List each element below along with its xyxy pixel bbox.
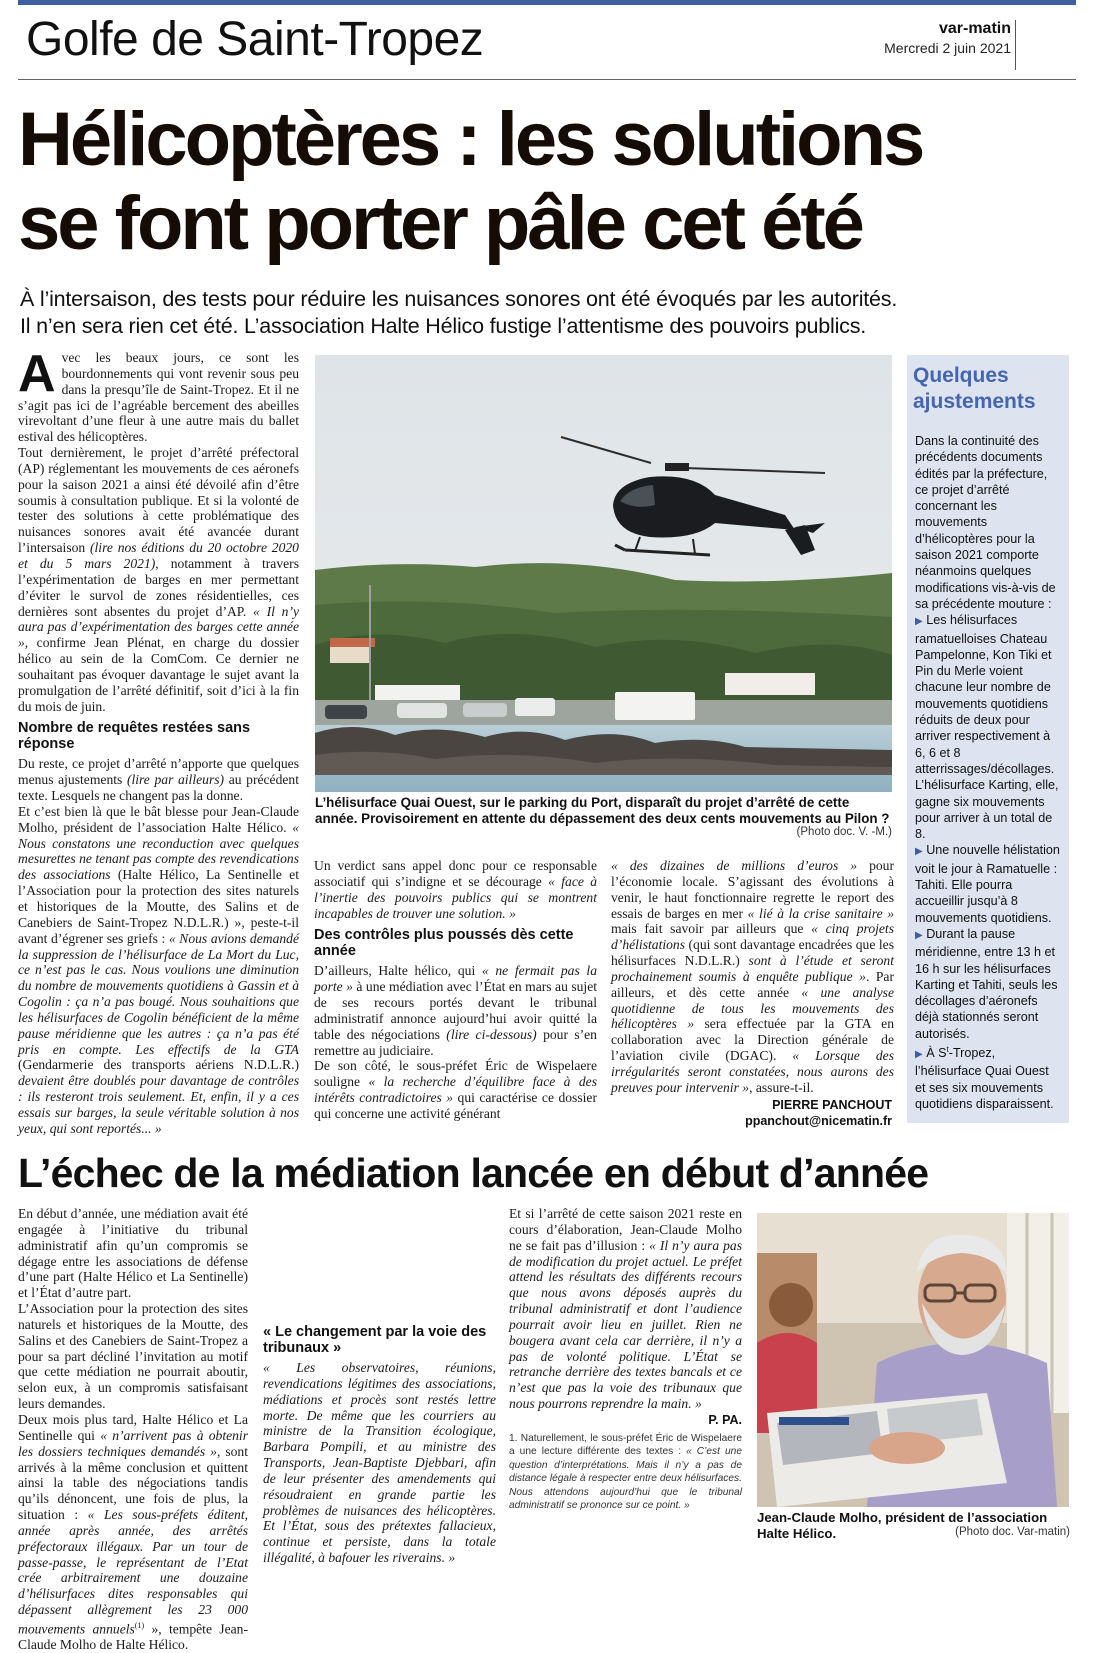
sidebar-bullet: ▶ Les hélisurfaces ramatuelloises Chateau Pampelonne, Kon Tiki et Pin du Merle voient chacune leur nombre de mouvements quotidiens réduits de deux pour arriver respectivement à 6, 6 et 8 atterrissages/décollages. L’hélisurface Karting, elle, gagne six mouvements pour arriver à un total de 8. [915, 613, 1059, 842]
article2-column-2 [263, 1206, 496, 1568]
molho-photo-caption: Jean-Claude Molho, président de l’association Halte Hélico. [757, 1510, 1048, 1541]
footnote: 1. Naturellement, le sous-préfet Éric de Wispelaere a une lecture différente des textes : « C’est une question d’interprétations. Mais il n’y a pas de distance légale à respecter entre deux hélisurfaces. Nous attendons aujourd’hui que le tribunal administratif se prononce sur ce point. » [509, 1432, 742, 1512]
short-signature: P. PA. [708, 1412, 742, 1427]
author-email[interactable]: ppanchout@nicematin.fr [745, 1114, 892, 1128]
secondary-headline: L’échec de la médiation lancée en début d’année [18, 1150, 929, 1196]
top-accent-bar [18, 0, 1076, 5]
article-column-3 [611, 858, 894, 1098]
article-paragraph: Et c’est bien là que le bât blesse pour Jean-Claude Molho, président de l’association Halte Hélico. « Nous constatons une reconduction avec quelques mesurettes ne tenant pas compte des revendications des associations (Halte Hélico, La Sentinelle et l’Association pour la protection des sites naturels et historiques de la Moutte, des Salins et de Canebiers de Saint-Tropez N.D.L.R.) », peste-t-il avant d’égrener ses griefs : « Nous avions demandé la suppression de l’hélisurface de La Mort du Luc, ce n’est pas le cas. Nous voulions une diminution du nombre de mouvements quotidiens à Gassin et à Cogolin : ça n’a pas bougé. Nous souhaitions que les hélisurfaces de Cogolin bénéficient de la même pause méridienne que les autres : ça n’a pas été pris en compte. Les effectifs de la GTA (Gendarmerie des transports aériens N.D.L.R.) devaient être doublés pour davantage de contrôles : ils resteront trois seulement. Et, enfin, il y a ces essais sur barges, la seule véritable solution à nos yeux, qui sont reportés... » [18, 803, 299, 1136]
paper-name: var-matin [938, 20, 1011, 37]
triangle-bullet-icon: ▶ [915, 846, 923, 858]
drop-cap: A [18, 345, 56, 403]
article-paragraph: Deux mois plus tard, Halte Hélico et La Sentinelle qui « n’arrivent pas à obtenir les dossiers techniques demandés », sont arrivés à la même conclusion et quittent ainsi la table des négociations tandis qu’ils dénoncent, une fois de plus, la situation : « Les sous-préfets éditent, année après année, des arrêtés préfectoraux illégaux. Par un tour de passe-passe, le représentant de l’Etat crée arbitrairement une douzaine d’hélisurfaces dites responsables qui dépassent allègrement les 23 000 mouvements annuels$^{(1)}$ », tempête Jean-Claude Molho de Halte Hélico. [18, 1411, 248, 1653]
subheading: « Le changement par la voie des tribunaux » [263, 1324, 487, 1356]
standfirst [20, 286, 1080, 340]
header-divider [18, 79, 1076, 80]
molho-photo-credit: (Photo doc. Var-matin) [955, 1526, 1070, 1538]
article-paragraph: Et si l’arrêté de cette saison 2021 reste en cours d’élaboration, Jean-Claude Molho ne se fait pas d’illusion : « Il n’y aura pas de modification du projet actuel. Le préfet attend les résultats des différents recours que nous avons déposés auprès du tribunal administratif et dont l’audience pourrait avoir lieu en juillet. Rien ne bougera avant cela car derrière, il n’y a pas de volonté politique. L’État se retranche derrière des textes bancals et ce n’est que pas la voie des tribunaux que nous pourrons reprendre la main. » [509, 1206, 742, 1412]
helicopter-photo-caption: L’hélisurface Quai Ouest, sur le parking du Port, disparaît du projet d’arrêté de cette année. Provisoirement en attente du dépassement des deux cents mouvements au Pilon ? [315, 795, 890, 826]
article-paragraph: De son côté, le sous-préfet Éric de Wispelaere souligne « la recherche d’équilibre face à des intérêts contradictoires » qui caractérise ce dossier qui concerne une activité générant [314, 1058, 597, 1121]
sidebar-title-line-2: ajustements [913, 390, 1036, 413]
sidebar-title [913, 363, 1061, 415]
author-name: PIERRE PANCHOUT [772, 1098, 892, 1112]
article-paragraph: En début d’année, une médiation avait été engagée à l’initiative du tribunal administratif afin qu’un compromis se dégage entre les associations de défense d’une part (Halte Hélico et La Sentinelle) et l’État d’autre part. [18, 1206, 248, 1301]
subheading: Des contrôles plus poussés dès cette année [314, 927, 574, 960]
article2-column-3 [509, 1206, 742, 1568]
section-title: Golfe de Saint-Tropez [26, 13, 484, 66]
helicopter-photo-credit: (Photo doc. V. -M.) [796, 826, 892, 838]
triangle-bullet-icon: ▶ [915, 616, 923, 628]
sidebar-body [915, 433, 1061, 1112]
helicopter-illustration [315, 355, 892, 792]
standfirst-line-2: Il n’en sera rien cet été. L’association Halte Hélico fustige l’attentisme des pouvoirs publics. [20, 314, 867, 338]
subheading: Nombre de requêtes restées sans réponse [18, 720, 251, 753]
article-paragraph: Tout dernièrement, le projet d’arrêté préfectoral (AP) réglementant les mouvements de ces aéronefs pour la saison 2021 a ainsi été dévoilé afin d’être soumis à consultation publique. Et si la volonté de tester des solutions à cette problématique des nuisances sonores avait été avancée durant l’intersaison (lire nos éditions du 20 octobre 2020 et du 5 mars 2021), notamment à travers l’expérimentation de barges en mer permettant d’éviter le survol de zones résidentielles, ces dernières sont absentes du projet d’AP. « Il n’y aura pas d’expérimentation des barges cette année », confirme Jean Plénat, en charge du dossier hélico au sein de la ComCom. Ce dernier ne souhaitant pas évoquer davantage le sujet avant la promulgation de l’arrêté définitif, soit d’ici à la fin du mois de juin. [18, 445, 300, 714]
issue-date: Mercredi 2 juin 2021 [884, 40, 1011, 56]
article-paragraph: L’Association pour la protection des sites naturels et historiques de la Moutte, des Salins et des Canebiers de Saint-Tropez a pour sa part décliné l’invitation au motif que cette médiation ne pourrait aboutir, selon eux, à un compromis satisfaisant leurs demandes. [18, 1301, 248, 1412]
article-paragraph: D’ailleurs, Halte hélico, qui « ne fermait pas la porte » à une médiation avec l’État en mars au sujet de ses recours portés devant le tribunal administratif annonce aujourd’hui avoir quitté la table des négociations (lire ci-dessous) pour s’en remettre au judiciaire. [314, 963, 598, 1058]
article-paragraph: Du reste, ce projet d’arrêté n’apporte que quelques menus ajustements (lire par ailleurs) au précédent texte. Lesquels ne changent pas la donne. [18, 756, 299, 804]
standfirst-line-1: À l’intersaison, des tests pour réduire les nuisances sonores ont été évoqués par les autorités. [20, 287, 898, 311]
sidebar-bullet: ▶ À $S^t$-Tropez, l’hélisurface Quai Ouest et ses six mouvements quotidiens disparaissent. [915, 1044, 1054, 1112]
molho-illustration [757, 1213, 1069, 1507]
triangle-bullet-icon: ▶ [915, 1049, 923, 1061]
headline-line-2: se font porter pâle cet été [18, 181, 862, 266]
triangle-bullet-icon: ▶ [915, 929, 923, 941]
masthead-divider [1015, 20, 1016, 70]
article2-column-1 [18, 1206, 248, 1653]
article-paragraph: Avec les beaux jours, ce sont les bourdonnements qui vont revenir sous peu dans la presqu’île de Saint-Tropez. Et il ne s’agit pas ici de l’agréable bercement des abeilles virevoltant d’une fleur à une autre mais du ballet estival des hélicoptères. [18, 345, 299, 445]
masthead [884, 20, 1011, 58]
sidebar-bullet: ▶ Durant la pause méridienne, entre 13 h et 16 h sur les hélisurfaces Karting et Tahiti, seuls les décollages d’aéronefs déjà stationnés seront autorisés. [915, 926, 1058, 1041]
main-headline [18, 98, 1088, 266]
molho-photo [757, 1213, 1069, 1507]
sidebar-bullet: ▶ Une nouvelle hélistation voit le jour à Ramatuelle : Tahiti. Elle pourra accueillir jusqu’à 8 mouvements quotidiens. [915, 843, 1060, 925]
author-signature [611, 1097, 892, 1129]
article-paragraph: Un verdict sans appel donc pour ce responsable associatif qui s’indigne et se décourage « face à l’inertie des pouvoirs publics qui se montrent incapables de trouver une solution. » [314, 858, 597, 921]
article-paragraph: « Les observatoires, réunions, revendications légitimes des associations, médiations et procès sont restés lettre morte. De même que les courriers au ministre de la Transition écologique, Barbara Pompili, et au ministre des Transports, Jean-Baptiste Djebbari, afin de leur présenter des amendements qui résoudraient en grande partie les problèmes de nuisances des hélicoptères. Et l’État, sous des prétextes fallacieux, continue et persiste, dans la totale illégalité, à bafouer les riverains. » [263, 1360, 496, 1566]
article-paragraph: « des dizaines de millions d’euros » pour l’économie locale. S’agissant des évolutions à venir, le haut fonctionnaire regrette le report des essais de barges en mer « lié à la crise sanitaire » mais fait savoir par ailleurs que « cinq projets d’hélistations (qui sont davantage encadrées que les hélisurfaces N.D.L.R.) sont à l’étude et seront prochainement soumis à enquête publique ». Par ailleurs, et dès cette année « une analyse quotidienne de tous les mouvements des hélicoptères » sera effectuée par la GTA en collaboration avec la Direction générale de l’aviation civile (DGAC). « Lorsque des irrégularités seront constatées, nous aurons des preuves pour intervenir », assure-t-il. [611, 858, 895, 1095]
sidebar-intro: Dans la continuité des précédents documents édités par la préfecture, ce projet d’arrêté concernant les mouvements d’hélicoptères pour la saison 2021 comporte néanmoins quelques modifications vis-à-vis de sa précédente mouture : [915, 434, 1056, 611]
article-column-1 [18, 345, 300, 1136]
helicopter-photo [315, 355, 892, 792]
sidebar-title-line-1: Quelques [913, 364, 1009, 387]
headline-line-1: Hélicoptères : les solutions [18, 97, 923, 182]
sidebar-box [907, 355, 1069, 1123]
article-column-2 [314, 858, 597, 1128]
